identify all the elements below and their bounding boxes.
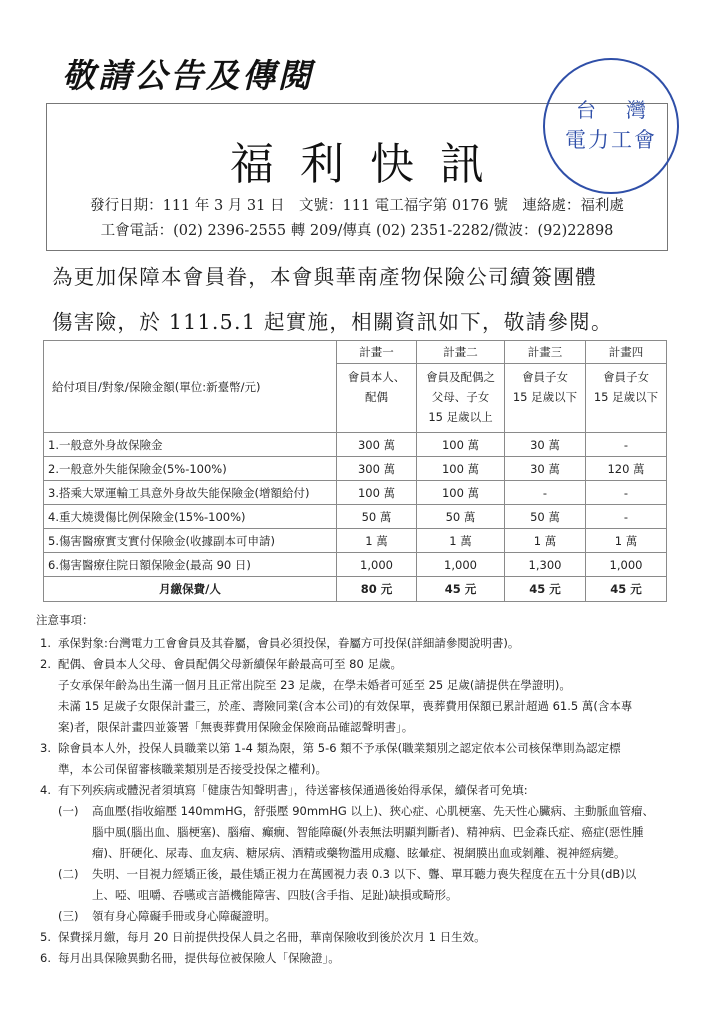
benefit-item: 1.一般意外身故保險金 xyxy=(44,433,337,457)
benefit-value: 1,000 xyxy=(417,553,505,577)
note-line: 配偶、會員本人父母、會員配偶父母新續保年齡最高可至 80 足歲。 xyxy=(58,657,402,671)
subitem-label: (二) xyxy=(58,867,79,881)
plan-target-line: 15 足歲以上 xyxy=(428,410,493,424)
benefit-value: 100 萬 xyxy=(417,481,505,505)
premium-label: 月繳保費/人 xyxy=(44,577,337,602)
plan-target-line: 15 足歲以下 xyxy=(593,390,659,404)
benefit-value: - xyxy=(586,433,667,457)
benefit-value: 50 萬 xyxy=(417,505,505,529)
issue-info: 發行日期：111 年 3 月 31 日 文號：111 電工福字第 0176 號 連絡處：福利處 xyxy=(90,198,624,214)
subitem-line: 腦中風(腦出血、腦梗塞)、腦瘤、癲癇、智能障礙(外表無法明顯判斷者)、精神病、巴金森氏症、癌症(惡性腫 xyxy=(92,825,644,839)
benefit-value: - xyxy=(586,481,667,505)
table-row xyxy=(44,529,667,553)
subitem-line: 瘤)、肝硬化、尿毒、血友病、糖尿病、酒精或藥物濫用成癮、眩暈症、視網膜出血或剝離、視神經病變。 xyxy=(92,846,626,860)
union-seal-stamp xyxy=(543,58,679,194)
benefit-value: 300 萬 xyxy=(337,433,417,457)
plan-target-line: 15 足歲以下 xyxy=(512,390,578,404)
intro-text-line1: 為更加保障本會員眷，本會與華南產物保險公司續簽團體 xyxy=(52,265,597,289)
subitem-line: 失明、一目視力經矯正後，最佳矯正視力在萬國視力表 0.3 以下、聾、單耳聽力喪失程度在五十分貝(dB)以 xyxy=(92,867,637,881)
benefit-value: - xyxy=(586,505,667,529)
note-item xyxy=(36,633,686,654)
benefit-value: 1,300 xyxy=(505,553,586,577)
benefit-item: 6.傷害醫療住院日額保險金(最高 90 日) xyxy=(44,553,337,577)
note-line: 承保對象:台灣電力工會會員及其眷屬，會員必須投保，眷屬方可投保(詳細請參閱說明書)。 xyxy=(58,636,520,650)
item-column-header: 給付項目/對象/保險金額(單位:新臺幣/元) xyxy=(44,341,337,433)
benefit-value: 1 萬 xyxy=(337,529,417,553)
benefit-item: 3.搭乘大眾運輸工具意外身故失能保險金(增額給付) xyxy=(44,481,337,505)
page-title: 福利快訊 xyxy=(230,139,510,190)
benefit-item: 5.傷害醫療實支實付保險金(收據副本可申請) xyxy=(44,529,337,553)
benefit-value: 50 萬 xyxy=(505,505,586,529)
plan-target-line: 會員子女 xyxy=(603,370,649,384)
subitem-line: 上、啞、咀嚼、吞嚥或言語機能障害、四肢(含手指、足趾)缺損或畸形。 xyxy=(92,888,458,902)
plan-target-line: 父母、子女 xyxy=(431,390,490,404)
benefits-table xyxy=(43,340,667,602)
note-line: 保費採月繳，每月 20 日前提供投保人員之名冊，華南保險收到後於次月 1 日生效。 xyxy=(58,930,486,944)
subitem-line: 領有身心障礙手冊或身心障礙證明。 xyxy=(92,909,276,923)
benefit-item: 2.一般意外失能保險金(5%-100%) xyxy=(44,457,337,481)
note-number: 4. xyxy=(40,783,51,797)
subitem-label: (一) xyxy=(58,804,79,818)
note-line: 每月出具保險異動名冊，提供每位被保險人「保險證」。 xyxy=(58,951,340,965)
benefit-value: 100 萬 xyxy=(417,433,505,457)
note-line: 案)者，限保計畫四並簽署「無喪葬費用保險金保險商品確認聲明書」。 xyxy=(58,720,414,734)
benefit-value: 1 萬 xyxy=(505,529,586,553)
note-line: 有下列疾病或體況者須填寫「健康告知聲明書」，待送審核保通過後始得承保，續保者可免填: xyxy=(58,783,528,797)
note-number: 3. xyxy=(40,741,51,755)
plan-target-line: 會員本人、 xyxy=(347,370,406,384)
subitem-line: 高血壓(指收縮壓 140mmHG，舒張壓 90mmHG 以上)、狹心症、心肌梗塞、先天性心臟病、主動脈血管瘤、 xyxy=(92,804,654,818)
premium-value: 45 元 xyxy=(417,577,505,602)
benefit-value: 300 萬 xyxy=(337,457,417,481)
plan-target-line: 會員子女 xyxy=(522,370,568,384)
plan-name: 計畫二 xyxy=(417,341,505,364)
table-row xyxy=(44,433,667,457)
note-number: 1. xyxy=(40,636,51,650)
note-item xyxy=(36,654,686,738)
note-line: 除會員本人外，投保人員職業以第 1-4 類為限，第 5-6 類不予承保(職業類別之認定依本公司核保準則為認定標 xyxy=(58,741,621,755)
plan-target xyxy=(337,364,417,433)
plan-name: 計畫三 xyxy=(505,341,586,364)
note-number: 6. xyxy=(40,951,51,965)
plan-name: 計畫一 xyxy=(337,341,417,364)
notes-title: 注意事項： xyxy=(36,613,94,627)
note-line: 未滿 15 足歲子女限保計畫三，於產、壽險同業(含本公司)的有效保單，喪葬費用保額已累計超過 61.5 萬(含本專 xyxy=(58,699,633,713)
plan-target-line: 配偶 xyxy=(365,390,388,404)
note-number: 2. xyxy=(40,657,51,671)
contact-info: 工會電話：(02) 2396-2555 轉 209/傳真 (02) 2351-2282/微波：(92)22898 xyxy=(100,223,614,239)
note-line: 準，本公司保留審核職業類別是否接受投保之權利)。 xyxy=(58,762,327,776)
benefit-value: 1,000 xyxy=(337,553,417,577)
seal-text-line2: 電力工會 xyxy=(565,128,657,152)
benefit-value: 1 萬 xyxy=(417,529,505,553)
plan-header-row xyxy=(44,341,667,364)
intro-text-line2: 傷害險，於 111.5.1 起實施，相關資訊如下，敬請參閱。 xyxy=(52,310,613,334)
benefit-value: 1 萬 xyxy=(586,529,667,553)
benefit-value: 30 萬 xyxy=(505,433,586,457)
benefit-value: 50 萬 xyxy=(337,505,417,529)
benefit-value: 30 萬 xyxy=(505,457,586,481)
note-subitem xyxy=(58,906,686,927)
table-row xyxy=(44,481,667,505)
plan-target xyxy=(505,364,586,433)
note-item xyxy=(36,780,686,927)
note-item xyxy=(36,738,686,780)
note-item xyxy=(36,927,686,948)
benefit-value: 100 萬 xyxy=(337,481,417,505)
premium-value: 45 元 xyxy=(505,577,586,602)
note-subitem xyxy=(58,801,686,864)
subitem-label: (三) xyxy=(58,909,79,923)
benefit-value: - xyxy=(505,481,586,505)
benefit-value: 120 萬 xyxy=(586,457,667,481)
plan-target xyxy=(586,364,667,433)
seal-text-line1: 台灣 xyxy=(576,98,676,122)
benefit-value: 100 萬 xyxy=(417,457,505,481)
note-item xyxy=(36,948,686,969)
note-number: 5. xyxy=(40,930,51,944)
premium-row xyxy=(44,577,667,602)
notice-heading: 敬請公告及傳閱 xyxy=(62,56,314,95)
plan-target xyxy=(417,364,505,433)
plan-target-line: 會員及配偶之 xyxy=(426,370,495,384)
plan-name: 計畫四 xyxy=(586,341,667,364)
benefit-value: 1,000 xyxy=(586,553,667,577)
table-row xyxy=(44,505,667,529)
premium-value: 80 元 xyxy=(337,577,417,602)
notes-section xyxy=(36,612,686,969)
table-row xyxy=(44,553,667,577)
premium-value: 45 元 xyxy=(586,577,667,602)
note-subitem xyxy=(58,864,686,906)
table-row xyxy=(44,457,667,481)
benefit-item: 4.重大燒燙傷比例保險金(15%-100%) xyxy=(44,505,337,529)
note-line: 子女承保年齡為出生滿一個月且正常出院至 23 足歲，在學未婚者可延至 25 足歲(請提供在學證明)。 xyxy=(58,678,571,692)
